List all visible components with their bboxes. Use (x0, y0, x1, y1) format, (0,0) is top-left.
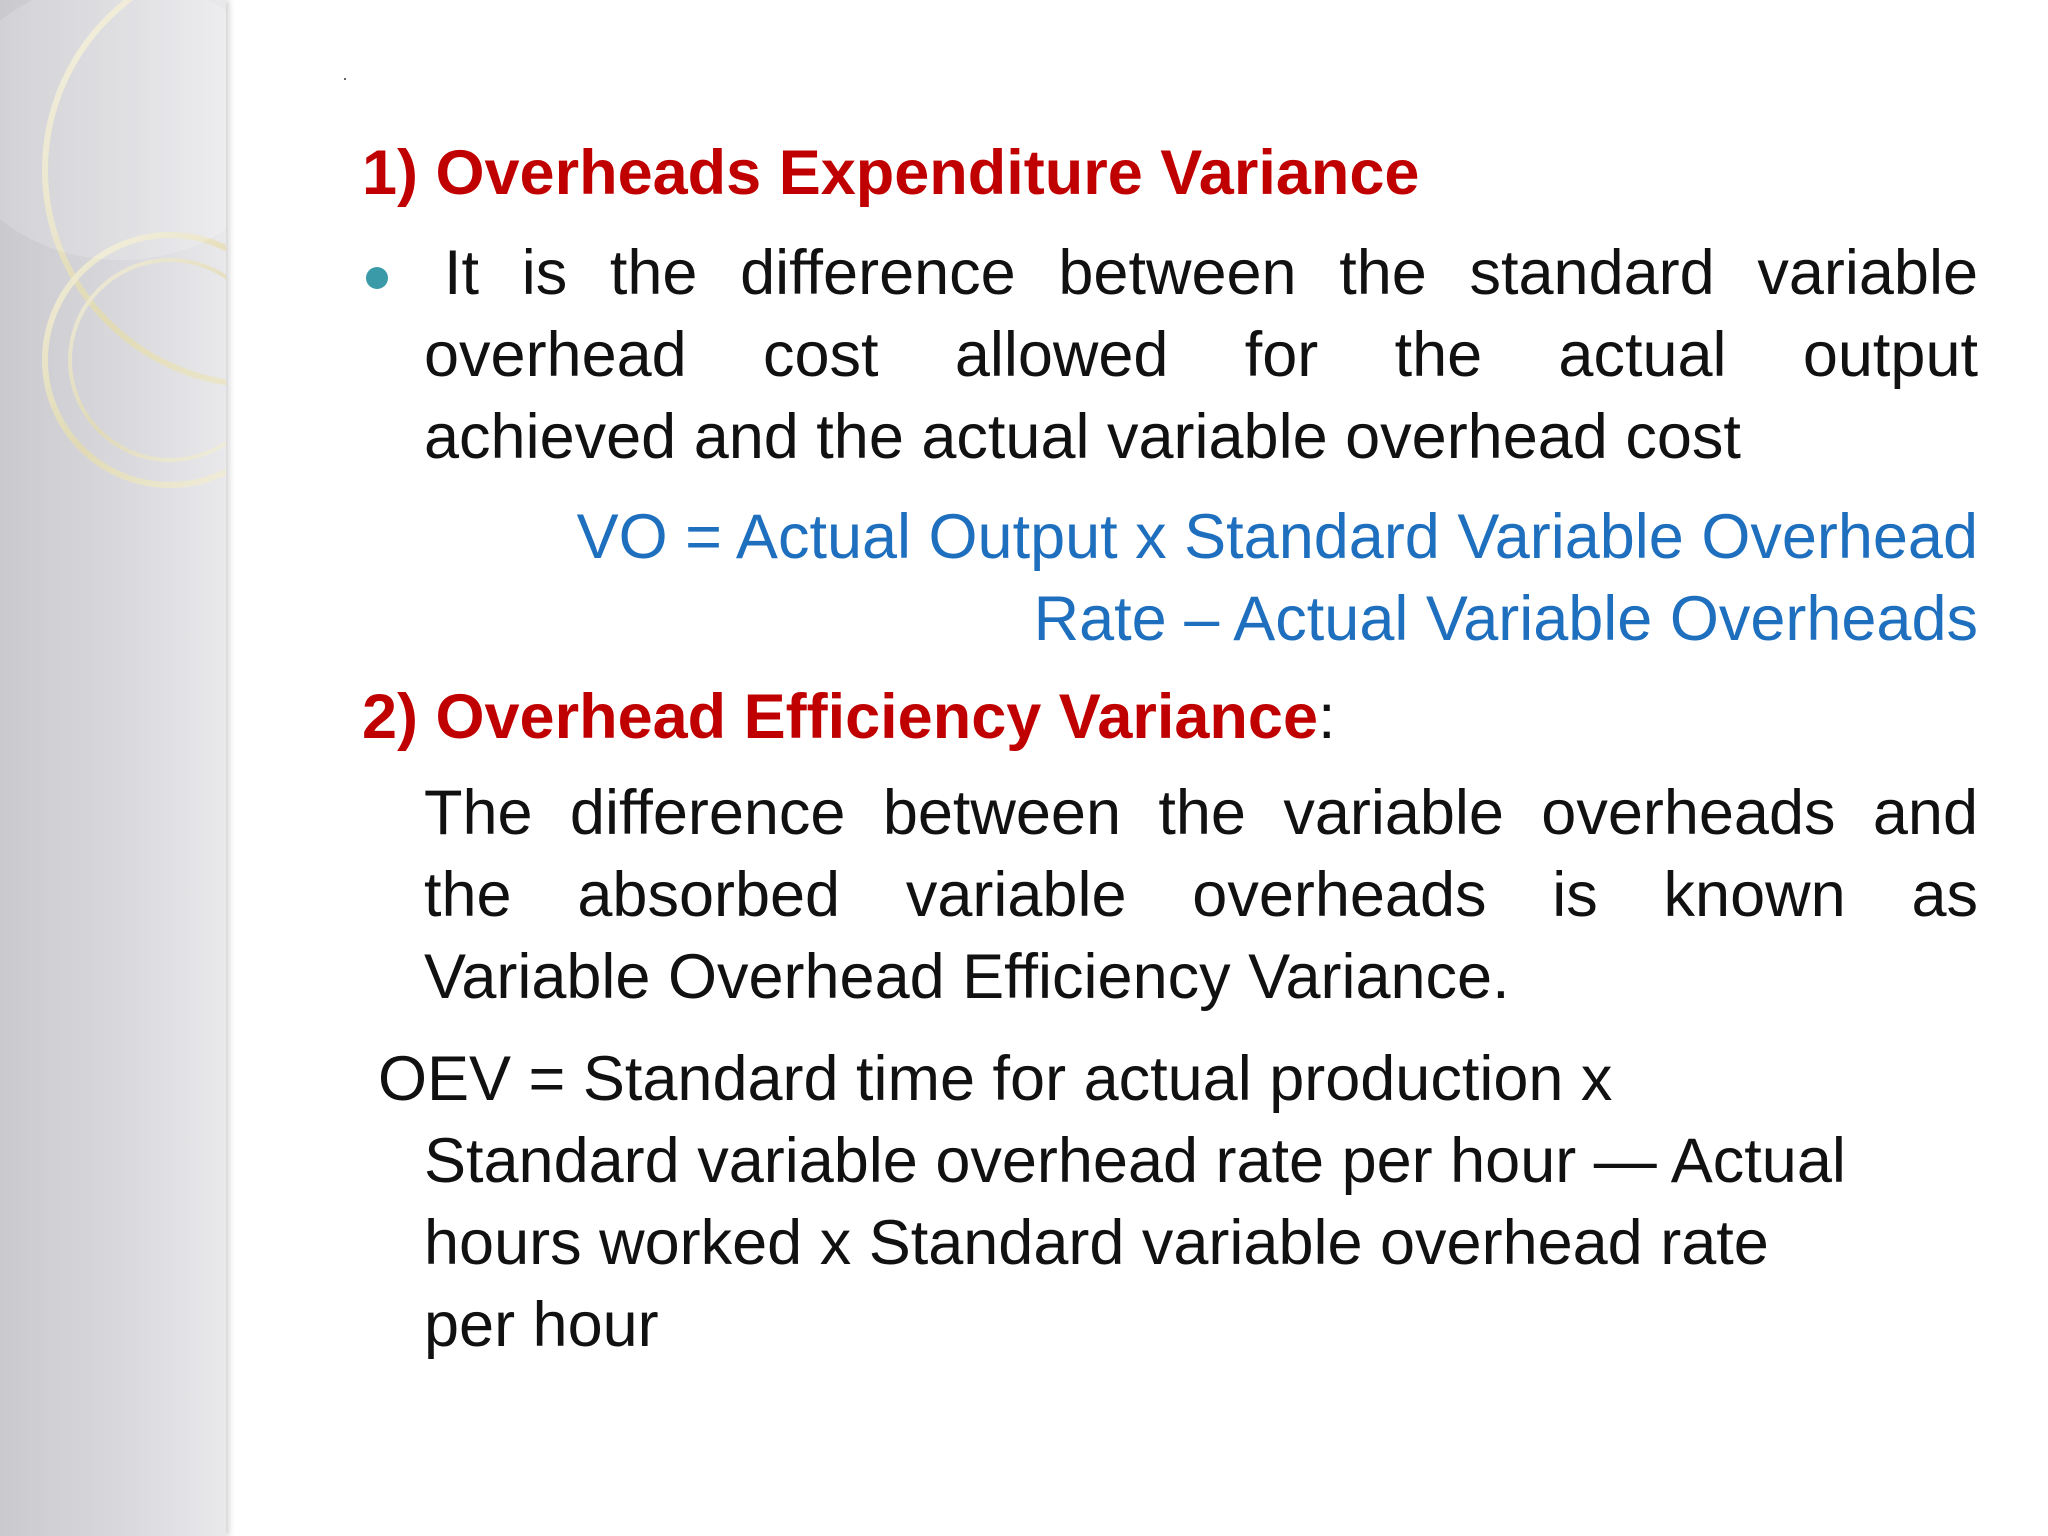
section2-paragraph-line-1: The difference between the variable overheads and (424, 778, 1978, 848)
bullet-dot (366, 267, 388, 289)
section2-heading: 2) Overhead Efficiency Variance (362, 682, 1318, 752)
section1-bullet-line-3: achieved and the actual variable overhead cost (424, 402, 1741, 472)
section1-bullet-line-1: It is the difference between the standard variable (444, 238, 1978, 308)
section2-paragraph-line-2: the absorbed variable overheads is known as (424, 860, 1978, 930)
section2-formula-line-3: hours worked x Standard variable overhead rate (424, 1208, 1769, 1278)
section2-formula-line-4: per hour (424, 1290, 659, 1360)
section1-bullet-line-2: overhead cost allowed for the actual output (424, 320, 1978, 390)
section2-formula-line-1: OEV = Standard time for actual production x (378, 1044, 1613, 1114)
section2-heading-row (362, 676, 1336, 758)
section1-heading: 1) Overheads Expenditure Variance (362, 138, 1420, 208)
section2-formula-line-2: Standard variable overhead rate per hour — Actual (424, 1126, 1846, 1196)
section2-paragraph-line-3: Variable Overhead Efficiency Variance. (424, 942, 1510, 1012)
section1-formula-line-1: VO = Actual Output x Standard Variable Overhead (576, 502, 1978, 572)
section1-formula-line-2: Rate – Actual Variable Overheads (1033, 584, 1978, 654)
section2-heading-colon: : (1317, 682, 1336, 752)
